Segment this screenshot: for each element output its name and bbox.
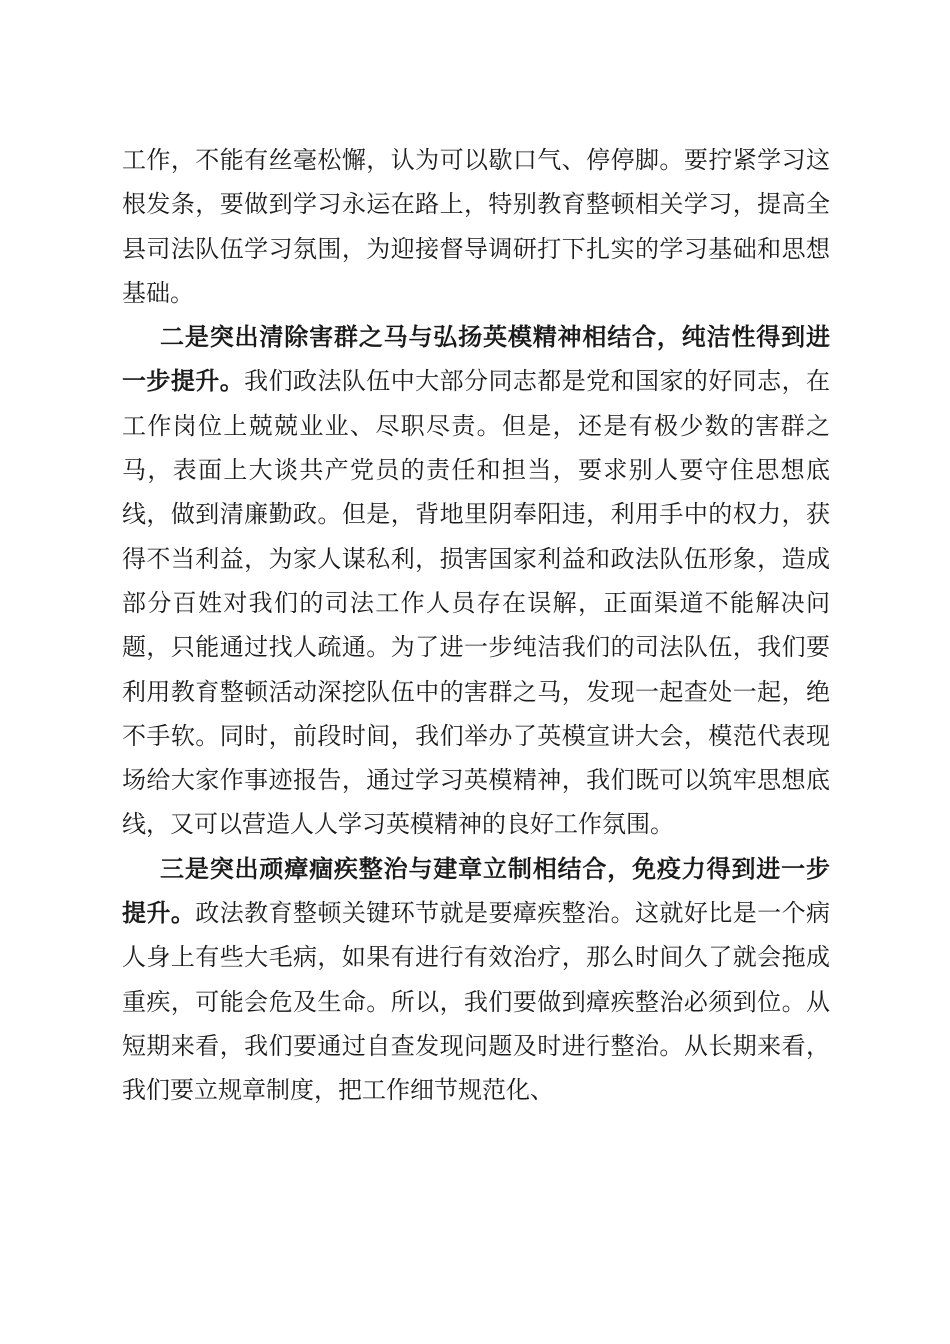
paragraph-3-lead: 三是突出顽瘴痼疾整治与建章立制相结合，免疫力得到进一步提升。	[122, 853, 830, 928]
paragraph-3	[122, 847, 830, 1113]
paragraph-2-text: 我们政法队伍中大部分同志都是党和国家的好同志，在工作岗位上兢兢业业、尽职尽责。但是，还是有极少数的害群之马，表面上大谈共产党员的责任和担当，要求别人要守住思想底线，做到清廉勤政。但是，背地里阴奉阳违，利用手中的权力，获得不当利益，为家人谋私利，损害国家利益和政法队伍形象，造成部分百姓对我们的司法工作人员存在误解，正面渠道不能解决问题，只能通过找人疏通。为了进一步纯洁我们的司法队伍，我们要利用教育整顿活动深挖队伍中的害群之马，发现一起查处一起，绝不手软。同时，前段时间，我们举办了英模宣讲大会，模范代表现场给大家作事迹报告，通过学习英模精神，我们既可以筑牢思想底线，又可以营造人人学习英模精神的良好工作氛围。	[122, 367, 831, 839]
paragraph-3-text: 政法教育整顿关键环节就是要瘴疾整治。这就好比是一个病人身上有些大毛病，如果有进行有效治疗，那么时间久了就会拖成重疾，可能会危及生命。所以，我们要做到瘴疾整治必须到位。从短期来看，我们要通过自查发现问题及时进行整治。从长期来看，我们要立规章制度，把工作细节规范化、	[122, 899, 831, 1105]
document-body	[122, 138, 830, 1113]
paragraph-1	[122, 138, 830, 315]
paragraph-2-lead: 二是突出清除害群之马与弘扬英模精神相结合，纯洁性得到进一步提升。	[122, 322, 830, 396]
paragraph-2	[122, 315, 830, 847]
paragraph-1-text: 工作，不能有丝毫松懈，认为可以歇口气、停停脚。要拧紧学习这根发条，要做到学习永运在路上，特别教育整顿相关学习，提高全县司法队伍学习氛围，为迎接督导调研打下扎实的学习基础和思想基础。	[122, 146, 830, 307]
